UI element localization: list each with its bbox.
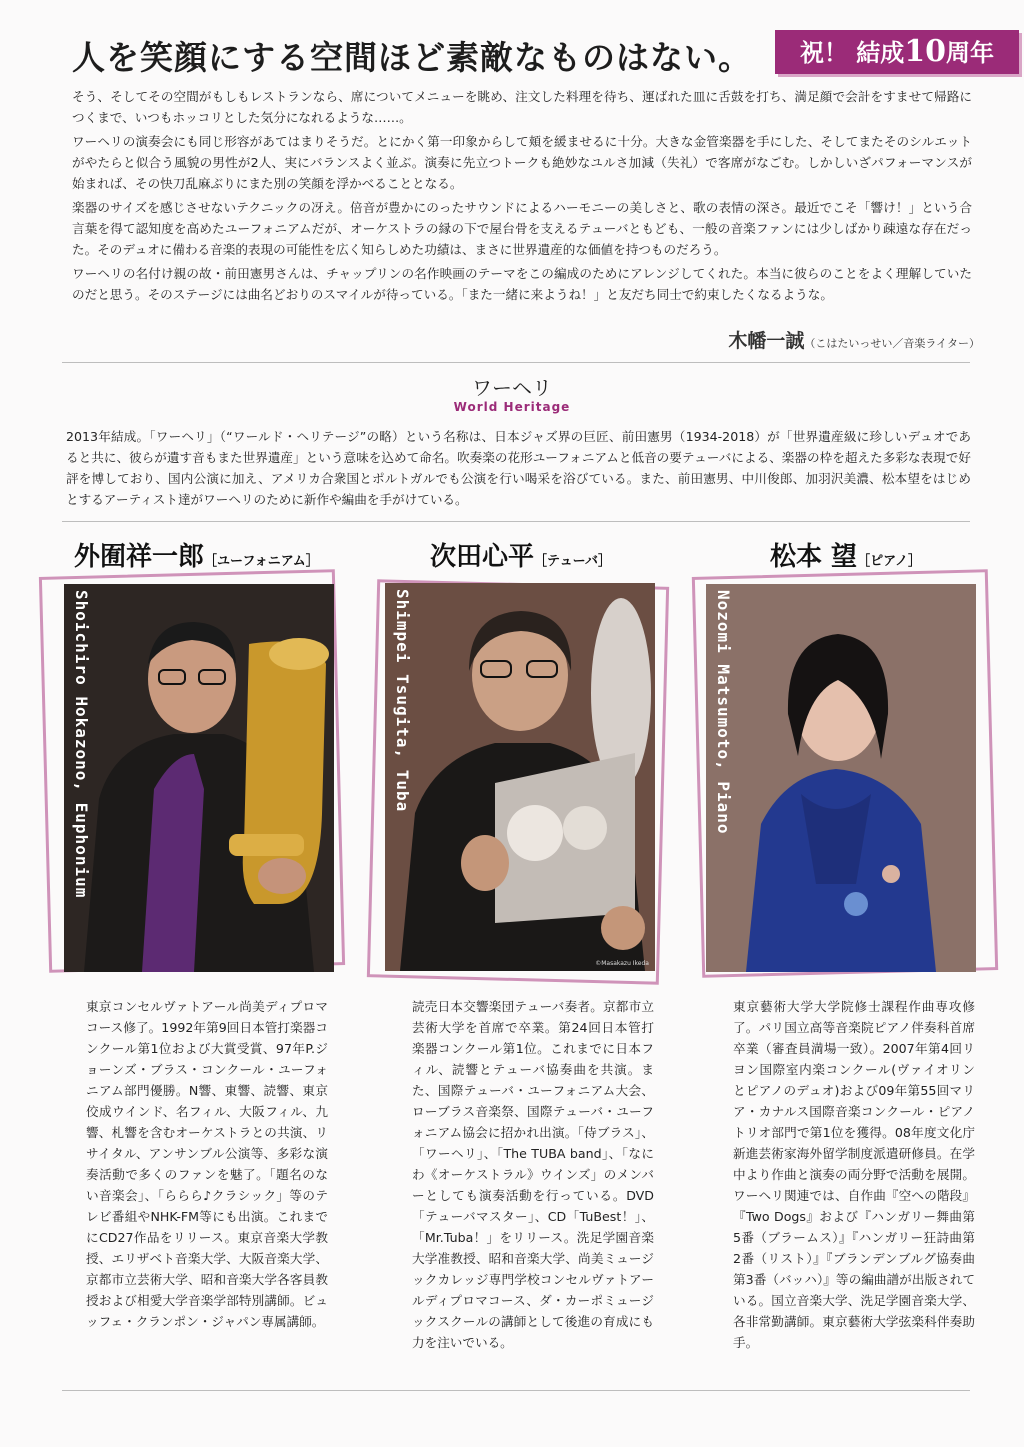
performer-name-text: 松本 望 [770,542,858,572]
bio-hokazono: 東京コンセルヴァトアール尚美ディプロマコース修了。1992年第9回日本管打楽器コンクール第1位および大賞受賞、97年P.ジョーンズ・ブラス・コンクール・ユーフォニアム部門優勝。N響、東響、読響、東京佼成ウインド、名フィル、大阪フィル、九響、札響を含むオーケストラとの共演、リサイタル、アンサンブル公演等、多彩な演奏活動で多くのファンを魅了。「題名のない音楽会」、「ららら♪クラシック」等のテレビ番組やNHK-FM等にも出演。これまでにCD27作品をリリース。東京音楽大学教授、エリザベト音楽大学、大阪音楽大学、京都市立芸術大学、昭和音楽大学各客員教授および相愛大学音楽学部特別講師。ビュッフェ・クランポン・ジャパン専属講師。 [86,999,328,1329]
duo-subtitle: World Heritage [453,400,571,414]
performer-instrument: ［テューバ］ [534,554,611,569]
performer-instrument: ［ピアノ］ [857,554,922,569]
author-credit [728,326,980,353]
author-note: （こはたいっせい／音楽ライター） [804,337,980,350]
performer-romaji: Shimpei Tsugita, Tuba [393,589,412,813]
bio-tsugita: 読売日本交響楽団テューバ奏者。京都市立芸術大学を首席で卒業。第24回日本管打楽器コンクール第1位。これまでに日本フィル、読響とテューバ協奏曲を共演。また、国際テューバ・ユーフォニアム大会、ローブラス音楽祭、国際テューバ・ユーフォニアム協会に招かれ出演。「侍ブラス」、「ワーヘリ」、「The TUBA band」、「なにわ《オーケストラル》ウインズ」のメンバーとしても演奏活動を行っている。DVD「テューバマスター」、CD「TuBest！」、「Mr.Tuba！」をリリース。洗足学園音楽大学准教授、昭和音楽大学、尚美ミュージックカレッジ専門学校コンセルヴァトアールディプロマコース、ダ・カーポミュージックスクールの講師として後進の育成にも力を注いでいる。 [412,999,654,1350]
badge-suffix: 周年 [946,38,995,67]
intro-paragraph: ワーヘリの名付け親の故・前田憲男さんは、チャップリンの名作映画のテーマをこの編成のためにアレンジしてくれた。本当に彼らのことをよく理解していたのだと思う。そのステージには曲名どおりのスマイルが待っている。「また一緒に来ようね！」と友だち同士で約束したくなるような。 [72,266,972,302]
performer-name-text: 次田心平 [430,542,535,572]
performer-name-hokazono [74,536,319,573]
photo-hokazono [64,584,334,972]
portrait-euphonium-player [64,584,334,972]
photo-credit: ©Masakazu Ikeda [595,960,649,967]
bio-matsumoto: 東京藝術大学大学院修士課程作曲専攻修了。パリ国立高等音楽院ピアノ伴奏科首席卒業（審査員満場一致）。2007年第4回リヨン国際室内楽コンクール(ヴァイオリンとピアノのデュオ)および09年第55回マリア・カナルス国際音楽コンクール・ピアノトリオ部門で第1位を獲得。08年度文化庁新進芸術家海外留学制度派遣研修員。在学中より作曲と演奏の両分野で活動を展開。ワーヘリ関連では、自作曲『空への階段』『Two Dogs』および『ハンガリー舞曲第5番（ブラームス）』『ハンガリー狂詩曲第2番（リスト）』『ブランデンブルグ協奏曲第3番（バッハ）』等の編曲譜が出版されている。国立音楽大学、洗足学園音楽大学、各非常勤講師。東京藝術大学弦楽科伴奏助手。 [733,999,975,1350]
intro-paragraph: ワーヘリの演奏会にも同じ形容があてはまりそうだ。とにかく第一印象からして頬を緩ませるに十分。大きな金管楽器を手にした、そしてまたそのシルエットがやたらと似合う風貌の男性が2人、実にバランスよく並ぶ。演奏に先立つトークも絶妙なユルさ加減（失礼）で客席がなごむ。しかしいざパフォーマンスが始まれば、その快刀乱麻ぶりにまた別の笑顔を浮かべることとなる。 [72,134,972,191]
intro-text [72,86,972,308]
divider [62,362,970,363]
portrait-tuba-player [385,583,655,971]
portrait-pianist [706,584,976,972]
intro-paragraph: そう、そしてその空間がもしもレストランなら、席についてメニューを眺め、注文した料理を待ち、運ばれた皿に舌鼓を打ち、満足顔で会計をすませて帰路につくまで、いつもホッコリとした気分になれるような……。 [72,89,972,125]
performer-romaji: Shoichiro Hokazono, Euphonium [72,590,91,899]
duo-title: ワーヘリ [472,376,552,400]
photo-matsumoto [706,584,976,972]
duo-description: 2013年結成。「ワーヘリ」（“ワールド・ヘリテージ”の略）という名称は、日本ジャズ界の巨匠、前田憲男（1934-2018）が「世界遺産級に珍しいデュオであると共に、彼らが遺す音もまた世界遺産」という意味を込めて命名。吹奏楽の花形ユーフォニアムと低音の要テューバによる、楽器の枠を超えた多彩な表現で好評を博しており、国内公演に加え、アメリカ合衆国とポルトガルでも公演を行い喝采を浴びている。また、前田憲男、中川俊郎、加羽沢美濃、松本望をはじめとするアーティスト達がワーヘリのために新作や編曲を手がけている。 [66,429,971,507]
photo-tsugita [385,583,655,971]
headline: 人を笑顔にする空間ほど素敵なものはない。 [72,38,752,77]
performer-name-matsumoto [770,536,921,573]
intro-paragraph: 楽器のサイズを感じさせないテクニックの冴え。倍音が豊かにのったサウンドによるハーモニーの美しさと、歌の表情の深さ。最近でこそ「響け！」という合言葉を得て認知度を高めたユーフォニアムだが、オーケストラの縁の下で屋台骨を支えるテューバともども、一般の音楽ファンには少しばかり疎遠な存在だった。そのデュオに備わる音楽的表現の可能性を広く知らしめた功績は、まさに世界遺産的な価値を持つものだろう。 [72,200,972,257]
divider [62,1390,970,1391]
badge-number: 10 [904,34,947,69]
performer-name-tsugita [430,536,611,573]
badge-prefix: 祝！ 結成 [799,38,905,67]
divider [62,521,970,522]
performer-instrument: ［ユーフォニアム］ [204,554,319,569]
author-name: 木幡一誠 [728,330,805,352]
performer-romaji: Nozomi Matsumoto, Piano [714,590,733,835]
anniversary-badge [775,30,1019,74]
performer-name-text: 外囿祥一郎 [74,542,205,572]
